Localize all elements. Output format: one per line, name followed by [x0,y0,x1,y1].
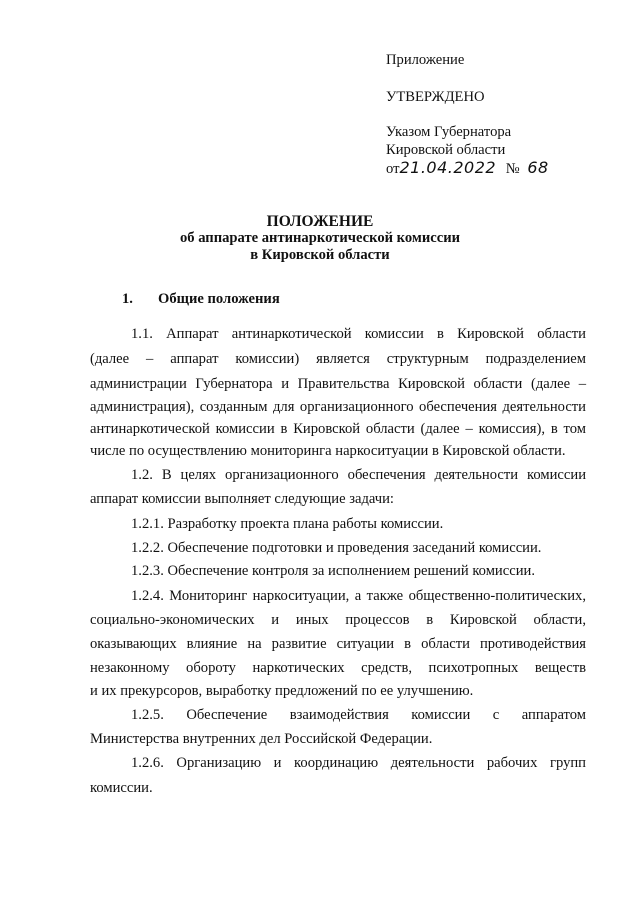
paragraph-line: оказывающих влияние на развитие ситуации в области противодействия [90,636,586,652]
handwritten-date: 21.04.2022 [399,158,497,177]
paragraph-line: 1.1. Аппарат антинаркотической комиссии в Кировской области [131,326,586,342]
paragraph-line: 1.2.5. Обеспечение взаимодействия комиссии с аппаратом [131,707,586,723]
paragraph-line: Министерства внутренних дел Российской Федерации. [90,731,433,747]
paragraph-line: незаконному обороту наркотических средств, психотропных веществ [90,660,586,676]
decree-line-1: Указом Губернатора [386,124,512,140]
paragraph-line: антинаркотической комиссии в Кировской области (далее – комиссия), в том [90,421,586,437]
paragraph-line: аппарат комиссии выполняет следующие задачи: [90,491,394,507]
document-title: ПОЛОЖЕНИЕ [266,213,374,230]
paragraph-line: (далее – аппарат комиссии) является структурным подразделением [90,351,586,367]
paragraph-line: администрации Губернатора и Правительства Кировской области (далее – [90,376,586,392]
section-number: 1. [122,291,133,307]
number-sign: № [505,161,520,177]
paragraph-line: 1.2.1. Разработку проекта плана работы комиссии. [131,516,444,532]
document-subtitle-1: об аппарате антинаркотической комиссии [179,230,461,246]
paragraph-line: 1.2.6. Организацию и координацию деятельности рабочих групп [131,755,586,771]
date-prefix: от [386,161,400,177]
decree-date-line [386,158,549,178]
appendix-label: Приложение [386,52,465,68]
handwritten-number: 68 [527,158,549,177]
approved-label: УТВЕРЖДЕНО [386,89,485,105]
section-heading: Общие положения [158,291,280,307]
paragraph-line: 1.2.4. Мониторинг наркоситуации, а также общественно-политических, [131,588,586,604]
paragraph-line: комиссии. [90,780,153,796]
paragraph-line: и их прекурсоров, выработку предложений по ее улучшению. [90,683,474,699]
paragraph-line: социально-экономических и иных процессов в Кировской области, [90,612,586,628]
paragraph-line: 1.2. В целях организационного обеспечения деятельности комиссии [131,467,586,483]
paragraph-line: 1.2.3. Обеспечение контроля за исполнением решений комиссии. [131,563,535,579]
paragraph-line: администрация), созданным для организационного обеспечения деятельности [90,399,586,415]
document-subtitle-2: в Кировской области [250,247,390,263]
paragraph-line: 1.2.2. Обеспечение подготовки и проведения заседаний комиссии. [131,540,542,556]
paragraph-line: числе по осуществлению мониторинга наркоситуации в Кировской области. [90,443,566,459]
decree-line-2: Кировской области [386,142,506,158]
